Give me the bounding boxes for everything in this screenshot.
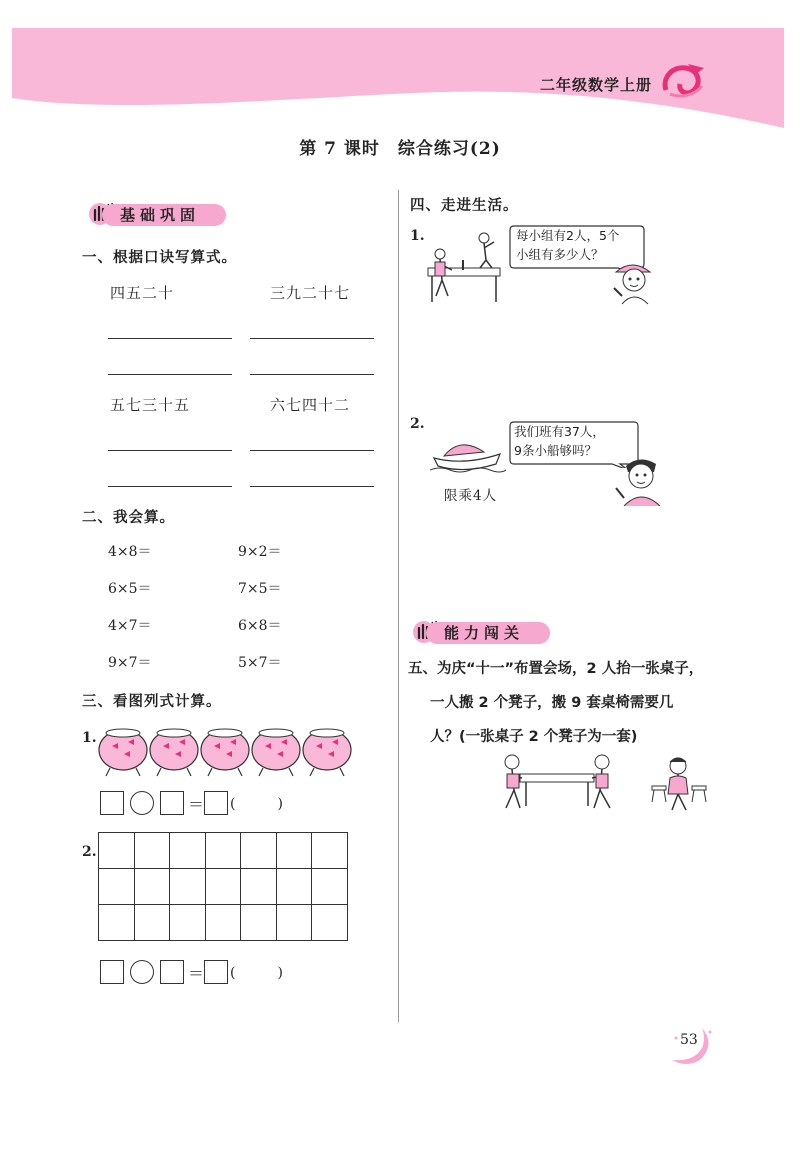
fishbowls-image [98, 724, 358, 778]
item-number: 1. [82, 730, 97, 746]
bubble-line: 我们班有37人， [514, 424, 605, 439]
calc-problem: 4×8＝ [108, 544, 152, 560]
ping-pong-players-image [426, 226, 506, 308]
operator-circle[interactable] [130, 791, 154, 815]
square-grid [98, 832, 348, 941]
answer-box[interactable] [100, 960, 124, 984]
equals-sign: ＝ [188, 795, 205, 814]
bubble-line: 小组有多少人？ [516, 247, 604, 262]
answer-line[interactable] [250, 374, 374, 375]
section-badge-basic: 基础巩固 [86, 202, 256, 228]
answer-line[interactable] [108, 338, 232, 339]
answer-line[interactable] [108, 486, 232, 487]
girl-character-image [608, 258, 658, 306]
page-number: 53 [680, 1032, 698, 1048]
answer-line[interactable] [250, 486, 374, 487]
swirl-logo-icon [660, 60, 706, 100]
problem-5-line: 五、为庆“十一”布置会场，2 人抬一张桌子， [408, 661, 704, 677]
answer-box[interactable] [204, 960, 228, 984]
problem-5-line: 一人搬 2 个凳子，搬 9 套桌椅需要几 [430, 695, 674, 711]
section-4-heading: 四、走进生活。 [410, 198, 519, 214]
problem-5-line: 人？(一张桌子 2 个凳子为一套) [430, 729, 638, 745]
rhyme-1: 四五二十 [110, 284, 175, 302]
item-number: 2. [410, 416, 425, 432]
unit-paren: ( ) [230, 965, 283, 981]
answer-box[interactable] [160, 960, 184, 984]
bubble-line: 9条小船够吗？ [514, 443, 597, 458]
answer-box[interactable] [160, 791, 184, 815]
answer-line[interactable] [250, 338, 374, 339]
section-1-heading: 一、根据口诀写算式。 [82, 250, 237, 266]
section-badge-advanced: 能力闯关 [410, 620, 580, 646]
rhyme-4: 六七四十二 [270, 396, 351, 414]
answer-line[interactable] [108, 374, 232, 375]
section-3-heading: 三、看图列式计算。 [82, 694, 222, 710]
kids-carrying-table-image [498, 750, 624, 814]
answer-box[interactable] [204, 791, 228, 815]
calc-problem: 4×7＝ [108, 618, 152, 634]
section-2-heading: 二、我会算。 [82, 510, 175, 526]
column-divider [398, 190, 399, 1022]
bubble-line: 每小组有2人，5个 [516, 228, 620, 243]
equals-sign: ＝ [188, 964, 205, 983]
boat-capacity-label: 限乘4人 [444, 488, 498, 504]
calc-problem: 6×8＝ [238, 618, 282, 634]
unit-paren: ( ) [230, 796, 283, 812]
rhyme-2: 三九二十七 [270, 284, 351, 302]
calc-problem: 9×2＝ [238, 544, 282, 560]
answer-line[interactable] [250, 450, 374, 451]
calc-problem: 6×5＝ [108, 581, 152, 597]
kid-carrying-stools-image [648, 754, 712, 812]
operator-circle[interactable] [130, 960, 154, 984]
answer-box[interactable] [100, 791, 124, 815]
calc-problem: 5×7＝ [238, 655, 282, 671]
answer-line[interactable] [108, 450, 232, 451]
boat-image [430, 432, 506, 476]
calc-problem: 7×5＝ [238, 581, 282, 597]
lesson-title: 第 7 课时 综合练习(2) [299, 139, 501, 159]
boy-character-image [610, 454, 670, 506]
item-number: 2. [82, 844, 97, 860]
rhyme-3: 五七三十五 [110, 396, 191, 414]
calc-problem: 9×7＝ [108, 655, 152, 671]
item-number: 1. [410, 228, 425, 244]
grade-label: 二年级数学上册 [540, 76, 653, 94]
